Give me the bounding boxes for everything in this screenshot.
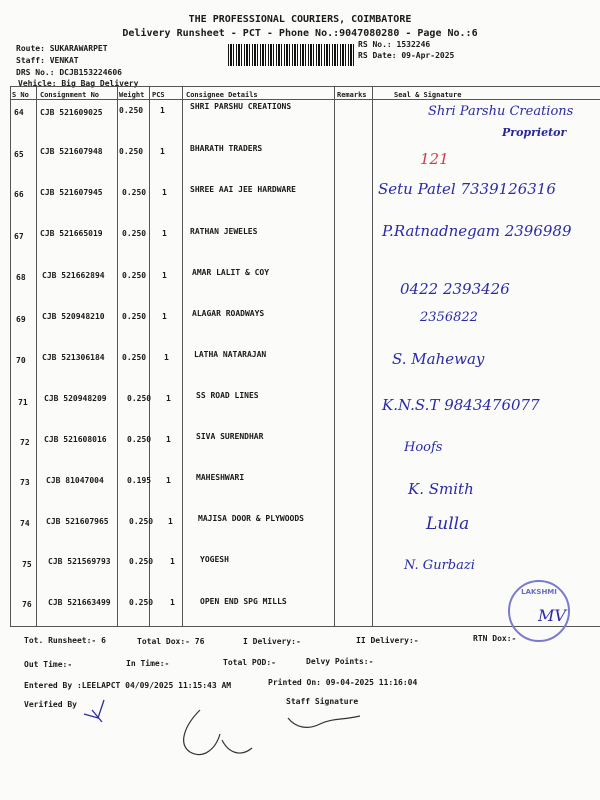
rs-date: RS Date: 09-Apr-2025: [358, 51, 455, 60]
row-sno: 64: [14, 108, 24, 117]
row-consignment: CJB 81047004: [46, 476, 104, 485]
row-sno: 70: [16, 356, 26, 365]
row-consignee: LATHA NATARAJAN: [194, 350, 267, 359]
row-signature: S. Maheway: [392, 350, 485, 368]
verifier-signature: [80, 696, 120, 726]
drs-number: DRS No.: DCJB153224606: [16, 68, 122, 77]
row-consignee: SIVA SURENDHAR: [196, 432, 264, 441]
entered-by: Entered By :LEELAPCT 04/09/2025 11:15:43 AM: [24, 681, 232, 690]
row-sno: 74: [20, 519, 30, 528]
out-time: Out Time:-: [24, 660, 73, 669]
row-pcs: 1: [164, 353, 169, 362]
row-consignment: CJB 521607965: [46, 517, 109, 526]
company-title: THE PROFESSIONAL COURIERS, COIMBATORE: [188, 14, 412, 25]
row-pcs: 1: [166, 394, 171, 403]
row-signature: K.N.S.T 9843476077: [382, 396, 540, 414]
vehicle-label: Vehicle: Big Bag Delivery: [18, 79, 139, 88]
row-signature: Hoofs: [404, 440, 443, 455]
barcode-image: [228, 44, 356, 66]
row-consignee: SS ROAD LINES: [196, 391, 259, 400]
handwritten-mark: [160, 700, 280, 770]
row-signature: 0422 2393426: [400, 280, 510, 298]
row-weight: 0.250: [122, 271, 147, 280]
row-consignment: CJB 521569793: [48, 557, 111, 566]
staff-signature-label: Staff Signature: [286, 697, 359, 706]
row-consignee: SHREE AAI JEE HARDWARE: [190, 185, 296, 194]
col-pcs: PCS: [152, 91, 165, 99]
row-pcs: 1: [162, 271, 167, 280]
total-pod: Total POD:-: [223, 658, 276, 667]
row-consignment: CJB 520948209: [44, 394, 107, 403]
rtn-dox: RTN Dox:-: [473, 634, 517, 643]
row-pcs: 1: [166, 435, 171, 444]
row-pcs: 1: [160, 106, 165, 115]
row-consignment: CJB 521609025: [40, 108, 103, 117]
row-weight: 0.250: [122, 229, 147, 238]
col-remarks: Remarks: [337, 91, 367, 99]
row-consignment: CJB 521607945: [40, 188, 103, 197]
row-pcs: 1: [170, 598, 175, 607]
row-sno: 71: [18, 398, 28, 407]
row-weight: 0.250: [129, 598, 154, 607]
col-consignee: Consignee Details: [186, 91, 258, 99]
row-consignee: ALAGAR ROADWAYS: [192, 309, 265, 318]
col-weight: Weight: [119, 91, 145, 99]
row-sno: 75: [22, 560, 32, 569]
row-weight: 0.250: [127, 394, 152, 403]
row-signature: K. Smith: [408, 480, 474, 498]
staff-label: Staff: VENKAT: [16, 56, 79, 65]
row-signature: Setu Patel 7339126316: [378, 180, 556, 198]
row-sno: 73: [20, 478, 30, 487]
route-label: Route: SUKARAWARPET: [16, 44, 108, 53]
row-weight: 0.250: [129, 557, 154, 566]
col-consignment: Consignment No: [40, 91, 100, 99]
row-consignee: MAHESHWARI: [196, 473, 245, 482]
row-pcs: 1: [166, 476, 171, 485]
row-sno: 68: [16, 273, 26, 282]
printed-on: Printed On: 09-04-2025 11:16:04: [268, 678, 418, 687]
row-sno: 69: [16, 315, 26, 324]
row-consignee: RATHAN JEWELES: [190, 227, 258, 236]
row-pcs: 1: [168, 517, 173, 526]
row-consignment: CJB 521663499: [48, 598, 111, 607]
row-signature: N. Gurbazi: [404, 558, 475, 573]
row-weight: 0.250: [127, 435, 152, 444]
row-consignee: AMAR LALIT & COY: [192, 268, 270, 277]
row-consignment: CJB 521665019: [40, 229, 103, 238]
row-sno: 72: [20, 438, 30, 447]
row-consignee: OPEN END SPG MILLS: [200, 597, 287, 606]
row-sno: 66: [14, 190, 24, 199]
row-consignment: CJB 521608016: [44, 435, 107, 444]
row-weight: 0.195: [127, 476, 152, 485]
row-weight: 0.250: [122, 353, 147, 362]
row-consignee: MAJISA DOOR & PLYWOODS: [198, 514, 304, 523]
delivery-points: Delvy Points:-: [306, 657, 374, 666]
row-signature: 121: [420, 150, 449, 168]
row-signature: Shri Parshu Creations: [428, 104, 574, 119]
row-consignee: YOGESH: [200, 555, 229, 564]
row-weight: 0.250: [119, 147, 144, 156]
company-stamp: LAKSHMI: [508, 580, 570, 642]
col-sno: S No: [12, 91, 29, 99]
row-sno: 67: [14, 232, 24, 241]
row-pcs: 1: [162, 229, 167, 238]
verified-by: Verified By: [24, 700, 77, 709]
row-consignment: CJB 521662894: [42, 271, 105, 280]
staff-signature: [286, 708, 366, 734]
row-weight: 0.250: [119, 106, 144, 115]
row-sno: 65: [14, 150, 24, 159]
second-delivery: II Delivery:-: [356, 636, 419, 645]
row-weight: 0.250: [122, 188, 147, 197]
row-signature: Lulla: [426, 514, 470, 534]
rs-number: RS No.: 1532246: [358, 40, 431, 49]
row-consignment: CJB 520948210: [42, 312, 105, 321]
col-signature: Seal & Signature: [394, 91, 462, 99]
row-weight: 0.250: [129, 517, 154, 526]
row-consignment: CJB 521306184: [42, 353, 105, 362]
row-consignee: BHARATH TRADERS: [190, 144, 263, 153]
row-consignment: CJB 521607948: [40, 147, 103, 156]
row-pcs: 1: [162, 312, 167, 321]
row-weight: 0.250: [122, 312, 147, 321]
row-signature: 2356822: [420, 310, 478, 325]
runsheet-subtitle: Delivery Runsheet - PCT - Phone No.:9047080280 - Page No.:6: [122, 28, 478, 39]
proprietor-label: Proprietor: [502, 126, 567, 139]
row-pcs: 1: [162, 188, 167, 197]
row-signature: MV: [538, 606, 566, 625]
total-dox: Total Dox:- 76: [137, 637, 205, 646]
row-pcs: 1: [170, 557, 175, 566]
row-consignee: SHRI PARSHU CREATIONS: [190, 102, 292, 111]
row-pcs: 1: [160, 147, 165, 156]
first-delivery: I Delivery:-: [243, 637, 301, 646]
total-runsheet: Tot. Runsheet:- 6: [24, 636, 106, 645]
row-sno: 76: [22, 600, 32, 609]
in-time: In Time:-: [126, 659, 170, 668]
row-signature: P.Ratnadnegam 2396989: [382, 222, 572, 240]
